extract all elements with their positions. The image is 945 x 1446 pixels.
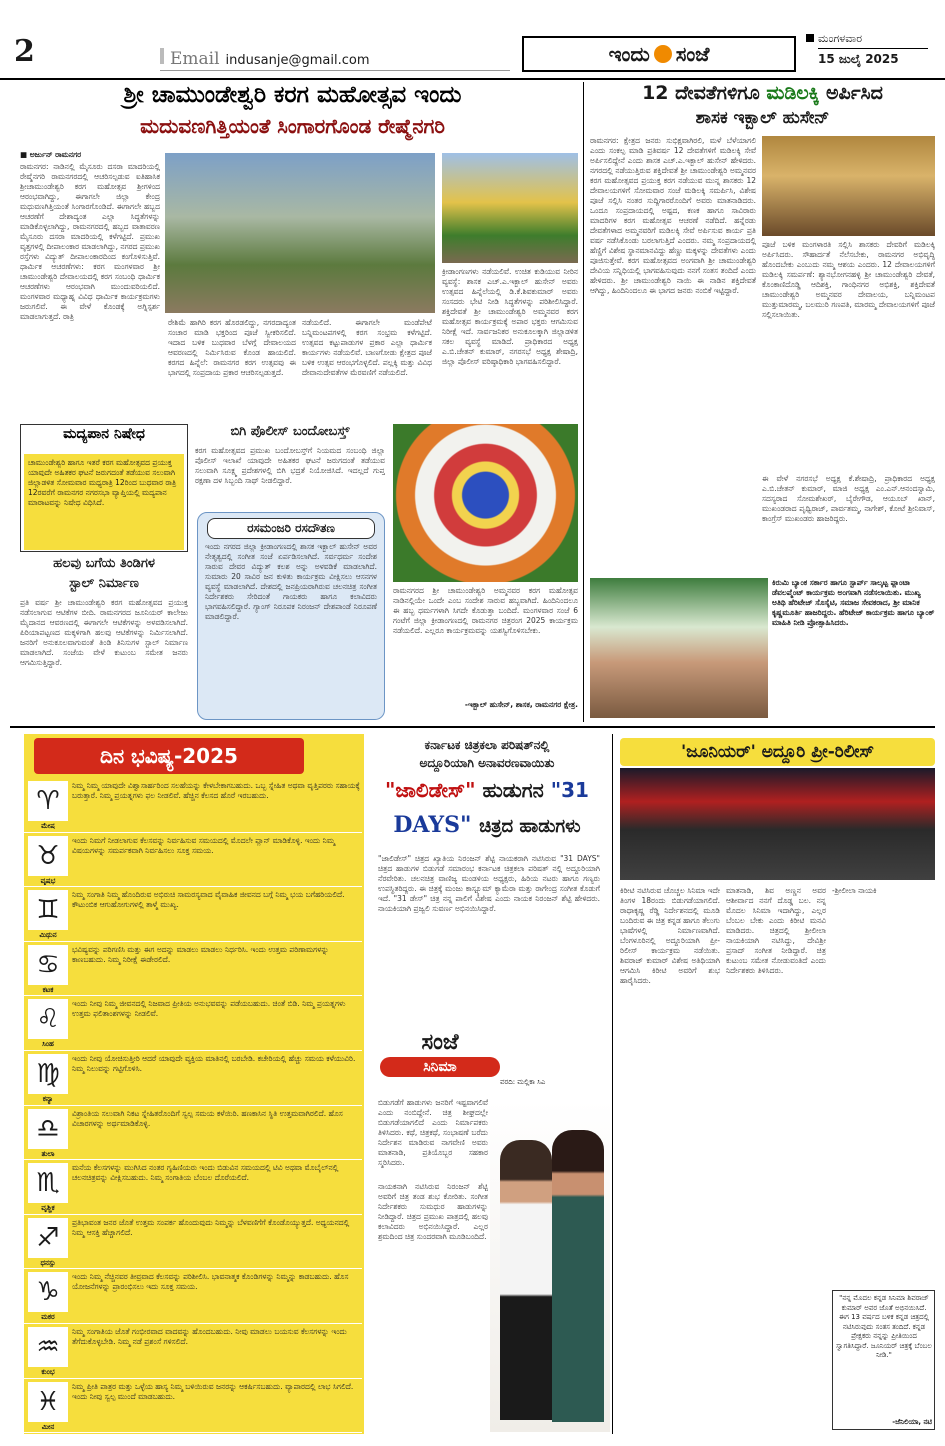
horoscope-row [0,1269,362,1324]
film-headline-31: "31 [550,778,589,802]
newspaper-logo [522,36,796,72]
film-headline-1 [372,778,602,802]
logo-left: ಇಂದು [608,42,650,66]
horoscope-text: ಭವಿಷ್ಯವನ್ನು ಪರಿಗಣಿಸಿ ಮತ್ತು ಈಗ ಅದನ್ನು ಮಾಡಲು ಮಾಡಲು ನಿರ್ಧರಿಸಿ. ಇಂದು ಉತ್ತಮ ಪರಿಣಾಮಗಳನ್ನು ಕಾಣಬಹುದು. ನಿಮ್ಮ ನಿರೀಕ್ಷೆ ಈಡೇರಲಿದೆ. [72,944,329,964]
horoscope-title: ದಿನ ಭವಿಷ್ಯ-2025 [34,738,304,774]
horoscope-row [0,778,362,833]
column-rule-2 [612,734,613,1434]
liquor-ban-title: ಮದ್ಯಪಾನ ನಿಷೇಧ [63,426,145,442]
mla-headline-1 [590,82,935,104]
film-kicker-2: ಅದ್ದೂರಿಯಾಗಿ ಅನಾವರಣವಾಯಿತು [419,756,555,770]
horoscope-text: ನಿಮ್ಮ ಪ್ರೀತಿ ಪಾತ್ರರ ಮತ್ತು ಒಳ್ಳೆಯ ಹಾಸ್ಯ ನಿಮ್ಮ ಬಳಿಯಿರುವ ಜನರನ್ನು ಆಕರ್ಷಿಸಬಹುದು. ವ್ಯಾಪಾರದಲ್ಲಿ ಲಾಭ ಸಿಗಲಿದೆ. ಇಂದು ನೀವು ಸ್ವಲ್ಪ ಮುಂದೆ ಮಾಡಬಹುದು. [72,1381,354,1401]
horoscope-row [0,833,362,888]
zodiac-12-icon: ♓ [28,1382,68,1422]
horoscope-row [0,887,362,942]
horoscope-text: ಇಂದು ನೀವು ನಿಮ್ಮ ಜೀವನದಲ್ಲಿ ನಿಜವಾದ ಪ್ರೀತಿಯ ಅನುಭವವನ್ನು ಪಡೆಯಬಹುದು. ಚಿಂತೆ ಬಿಡಿ. ನಿಮ್ಮ ಪ್ರಯತ್ನಗಳು ಉತ್ತಮ ಫಲಿತಾಂಶಗಳನ್ನು ನೀಡಲಿವೆ. [72,999,346,1019]
junior-quote: "ನನ್ನ ಮೊದಲ ಕನ್ನಡ ಸಿನಿಮಾ ಶಿವರಾಜ್ ಕುಮಾರ್ ಅವರ ಜೊತೆ ಅಭಿನಯಿಸಿದೆ. ಈಗ 13 ವರ್ಷದ ಬಳಿಕ ಕನ್ನಡ ಚಿತ್ರದಲ್ಲಿ ನಟಿಸಿರುವುದು ಸಂತಸ ತಂದಿದೆ. ಕನ್ನಡ ಪ್ರೇಕ್ಷಕರು ನನ್ನನ್ನು ಪ್ರೀತಿಯಿಂದ ಸ್ವಾಗತಿಸಿದ್ದಾರೆ. ಜೂನಿಯರ್ ಚಿತ್ರಕ್ಕೆ ಬೆಂಬಲ ನೀಡಿ." [836,1294,932,1359]
zodiac-5-icon: ♌ [28,999,68,1039]
horoscope-text: ನಿಮ್ಮ ಸಂಗಾತಿಯ ಜೊತೆ ಗಂಭೀರವಾದ ವಾದವನ್ನು ಹೊಂದಬಹುದು. ನೀವು ಮಾಡಲು ಬಯಸುವ ಕೆಲಸಗಳನ್ನು ಇಂದು ತೆಗೆದುಕೊಳ್ಳಬೇಡಿ. ನಿಮ್ಮ ನಡೆ ಪ್ರಶಂಸೆ ಗಳಿಸಲಿದೆ. [72,1327,347,1346]
horoscope-row [0,1215,362,1270]
horoscope-row [0,1106,362,1161]
zodiac-8-icon: ♏ [28,1163,68,1203]
junior-stage-photo [620,768,935,880]
mla-headline-part-a: 12 ದೇವತೆಗಳಿಗೂ [642,82,760,104]
film-headline-jolly: "ಜಾಲಿಡೇಸ್" [385,778,476,802]
mla-headline-2: ಶಾಸಕ ಇಕ್ಬಾಲ್ ಹುಸೇನ್ [695,108,830,128]
logo-right: ಸಂಜೆ [675,42,710,66]
snacks-body: ಪ್ರತಿ ವರ್ಷ ಶ್ರೀ ಚಾಮುಂಡೇಶ್ವರಿ ಕರಗ ಮಹೋತ್ಸವದ ಪ್ರಯುಕ್ತ ನಡೆಸಲಾಗುವ ಆಟಿಕೆಗಳ ಬೀದಿ. ರಾಮನಗರದ ಜೂನಿಯರ್ ಕಾಲೇಜು ಮೈದಾನದ ಆವರಣದಲ್ಲಿ ಈಗಾಗಲೇ ಆಟಿಕೆಗಳನ್ನು ಅಳವಡಿಸಲಾಗಿದೆ. ಪಿರಿಯಾಪಟ್ಟಣದ ಮಕ್ಕಳಿಗಾಗಿ ಹಲವು ಆಟಿಕೆಗಳನ್ನು ನಿರ್ಮಿಸಲಾಗಿದೆ. ಜನರಿಗೆ ಅನುಕೂಲವಾಗುವಂತೆ ತಿಂಡಿ ತಿನಿಸುಗಳ ಸ್ಟಾಲ್ ನಿರ್ಮಾಣ ಮಾಡಲಾಗಿದೆ. ಸಂಜೆಯ ವೇಳೆ ಕುಟುಂಬ ಸಮೇತ ಜನರು ಆಗಮಿಸುತ್ತಿದ್ದಾರೆ. [20,598,188,667]
zodiac-name: ವೃಷಭ [40,876,56,885]
lead-col-mid: ನಡೆಯಲಿದೆ. ಈಗಾಗಲೇ ಮಂಡೆಪೇಟೆ ಬನ್ನಿಮಂಟಪಗಳಲ್ಲಿ ಕರಗ ಸಂಭ್ರಮ ಕಳೆಗಟ್ಟಿದೆ. ಉತ್ಸವದ ಕಟ್ಟುಪಾಡುಗಳ ಪ್ರಕಾರ ಎಲ್ಲಾ ಧಾರ್ಮಿಕ ಕಾರ್ಯಗಳು ನಡೆಯಲಿವೆ. ಬಾಣಗೋಡು ಕ್ಷೇತ್ರದ ಪೂಜೆ ಬಳಿಕ ಉತ್ಸವ ಆರಂಭಗೊಳ್ಳಲಿದೆ. ಪಲ್ಲಕ್ಕಿ ಮತ್ತು ವಿವಿಧ ದೇವಾನುದೇವತೆಗಳ ಮೆರವಣಿಗೆ ನಡೆಯಲಿದೆ. [302,318,432,377]
bank-event-caption: ಕಿರುಮಿ ಬ್ಯಾಂಕ ಸರ್ಕಾರ ಹಾಗೂ ಸ್ಟಾರ್ಪ್ ಸಾಲ್ಕಟ್ಟ ಫ್ಲಾಂಟಾ ಡೆವಲಪ್ಮೆಂಟ್ ಕಾರ್ಯಕ್ರಮ ಅಂಗವಾಗಿ ನಡೆಸಲಾಯಿತು. ಮುಖ್ಯ ಅತಿಥಿ ಹೆರಿಟೇಜ್ ಸೊಸೈಟಿ, ಸಮಾಜ ಸೇವಕರಾದ, ಶ್ರೀ ಮಾನಿಕ ಕೃಷ್ಣಮೂರ್ತಿ ಹಾಜರಿದ್ದರು. ಹೆರಿಟೇಜ್ ಕಾರ್ಯಕ್ರಮ ಹಾಗೂ ಬ್ಯಾಂಕ್ ಮಾಹಿತಿ ನೀಡಿ ಪ್ರೋತ್ಸಾಹಿಸಿದರು. [772,578,935,627]
horoscope-text: ಇಂದು ನೀವು ಯೋಚಿಸುತ್ತೀರಿ ಆದರೆ ಯಾವುದೇ ವ್ಯಕ್ತಿಯ ಮಾತಿನಲ್ಲಿ ಬರಬೇಡಿ. ಕಚೇರಿಯಲ್ಲಿ ಹೆಚ್ಚು ಸಮಯ ಕಳೆಯುವಿರಿ. ನಿಮ್ಮ ನಿಲುವನ್ನು ಗಟ್ಟಿಗೊಳಿಸಿ. [72,1054,356,1073]
mla-body: ರಾಮನಗರ: ಕ್ಷೇತ್ರದ ಜನರು ಸುಭಿಕ್ಷವಾಗಿರಲಿ, ಮಳೆ ಬೆಳೆಯಾಗಲಿ ಎಂದು ಸಂಕಲ್ಪ ಮಾಡಿ ಪ್ರತಿವರ್ಷ 12 ದೇವತೆಗಳಿಗೆ ಮಡಿಲಕ್ಕಿ ಸೇವೆ ಅರ್ಪಿಸಲಿದ್ದೇನೆ ಎಂದು ಶಾಸಕ ಎಚ್.ಎ.ಇಕ್ಬಾಲ್ ಹುಸೇನ್ ಹೇಳಿದರು. ನಗರದಲ್ಲಿ ನಡೆಯುತ್ತಿರುವ ಶಕ್ತಿದೇವತೆ ಶ್ರೀ ಚಾಮುಂಡೇಶ್ವರಿ ಅಮ್ಮನವರ ಕರಗ ಮಹೋತ್ಸವದ ಪ್ರಯುಕ್ತ ಕರಗ ನಡೆಯುವ ಮುನ್ನ ಶಾಸಕರು 12 ದೇವಾಲಯಗಳಿಗೆ ಸೋಮವಾರ ಸಂಜೆ ಮಡಿಲಕ್ಕಿ ಸಮರ್ಪಿಸಿ, ವಿಶೇಷ ಪೂಜೆ ಸಲ್ಲಿಸಿ ನಂತರ ಸುದ್ದಿಗಾರರೊಂದಿಗೆ ಅವರು ಮಾತನಾಡಿದರು. ಒಂದೂ ಸಂಪ್ರದಾಯದಲ್ಲಿ ಅಷ್ಟದ, ಕಣಕ ಹಾಗೂ ಸಾವಿರಾರು ಮಾದರಿಗಳ ಕರಗ ಮಹೋತ್ಸವ ಆಚರಣೆ ನಡೆದಿದೆ. ಹನ್ನೆರಡು ದೇವತೆಗಳಾದ ಅಮ್ಮನವರಿಗೆ ಮಡಿಲಕ್ಕಿ ಸೇವೆ ಅರ್ಪಿಸುವ ಕಾರ್ಯ ಪ್ರತಿ ವರ್ಷ ನಡೆಸಿಕೊಂಡು ಬರಲಾಗುತ್ತಿದೆ ಎಂದರು. ನಮ್ಮ ಸಂಪ್ರದಾಯದಲ್ಲಿ ಹೆಣ್ಣಿಗೆ ವಿಶೇಷ ಸ್ಥಾನಮಾನವಿದ್ದು ಹೆಣ್ಣು ಮಕ್ಕಳನ್ನು ದೇವತೆಗಳು ಎಂದು ಪೂಜಿಸುತ್ತೇವೆ. ಕರಗ ಮಹೋತ್ಸವದ ಅಂಗವಾಗಿ ಶ್ರೀ ಚಾಮುಂಡೇಶ್ವರಿ ದೇವಿಯ ಸನ್ನಿಧಿಯಲ್ಲಿ ಭಾಗವಹಿಸುವುದು ನನಗೆ ಸಂತಸ ತಂದಿದೆ ಎಂದು ಹೇಳಿದರು. ಶ್ರೀ ಚಾಮುಂಡೇಶ್ವರಿ ನಾಯಿ ಈ ನಾಡಿನ ಶಕ್ತಿದೇವತೆ ಆಗಿದ್ದು, ಹಿಂದಿನಿಂದಲೂ ಈ ಭಾಗದ ಜನರು ನಂಬಿಕೆ ಇಟ್ಟಿದ್ದಾರೆ. [590,136,756,295]
horoscope-row [0,1051,362,1106]
film-headline-days: DAYS" [393,812,472,838]
junior-col2: ಮಾತನಾಡಿ, ಶಿವ ಅಣ್ಣನ ಅವರ ಆಶೀರ್ವಾದ ನನಗೆ ದೊಡ್ಡ ಬಲ. ನನ್ನ ಮೊದಲ ಸಿನಿಮಾ ಇದಾಗಿದ್ದು, ಎಲ್ಲರ ಬೆಂಬಲ ಬೇಕು ಎಂದು ಕಿರೀಟಿ ಮನವಿ ಮಾಡಿದರು. ಚಿತ್ರದಲ್ಲಿ ಶ್ರೀಲೀಲಾ ನಾಯಕಿಯಾಗಿ ನಟಿಸಿದ್ದು, ದೇವಿಶ್ರೀ ಪ್ರಸಾದ್ ಸಂಗೀತ ನೀಡಿದ್ದಾರೆ. ಚಿತ್ರ ಕುಟುಂಬ ಸಮೇತ ನೋಡುವಂತಿದೆ ಎಂದು ನಿರ್ದೇಶಕರು ತಿಳಿಸಿದರು. [726,886,826,975]
zodiac-9-icon: ♐ [28,1218,68,1258]
lead-subheadline: ಮದುವಣಗಿತ್ತಿಯಂತೆ ಸಿಂಗಾರಗೊಂಡ ರೇಷ್ಮೆನಗರಿ [140,114,445,138]
masthead-bottom-rule [0,78,945,80]
date-marker [806,34,814,42]
zodiac-name: ಕುಂಭ [41,1368,55,1376]
zodiac-11-icon: ♒ [28,1327,68,1367]
mla-quote-sign: -ಇಕ್ಬಾಲ್ ಹುಸೇನ್, ಶಾಸಕ, ರಾಮನಗರ ಕ್ಷೇತ್ರ. [464,700,578,709]
mla-body-bottom: ಈ ವೇಳೆ ನಗರಸಭೆ ಅಧ್ಯಕ್ಷ ಕೆ.ಶೇಷಾದ್ರಿ, ಪ್ರಾಧಿಕಾರದ ಅಧ್ಯಕ್ಷ ಎ.ಬಿ.ಚೇತನ್ ಕುಮಾರ್, ಮಾಜಿ ಅಧ್ಯಕ್ಷ ಎಂ.ಎನ್.ಆನಂದಸ್ವಾಮಿ, ಸದಸ್ಯರಾದ ಸೋಮಶೇಖರ್, ಬೈರೇಗೌಡ, ಆಯೂಬ್ ಖಾನ್, ಮುಖಂಡರಾದ ಪೃಥ್ವಿರಾಜ್, ಪಾರ್ವತಮ್ಮ, ನಾಗೇಶ್, ಕೋಟೆ ಶ್ರೀನಿವಾಸ್, ಕಾಂಗ್ರೆಸ್ ಮುಖಂಡರು ಹಾಜರಿದ್ದರು. [762,474,935,523]
horoscope-text: ನಿಮ್ಮ ಸಂಗಾತಿ ನಿಮ್ಮ ಹೊಂದಿರುವ ಅಭಿರುಚಿ ಸಾಮರಸ್ಯವಾದ ವೈವಾಹಿಕ ಜೀವನದ ಬಗ್ಗೆ ನಿಮ್ಮ ಭಯ ಬಗೆಹರಿಯಲಿದೆ. ಕೌಟುಂಬಿಕ ಆಗುಹೋಗುಗಳಲ್ಲಿ ತಾಳ್ಮೆ ಮುಖ್ಯ. [72,890,345,910]
lead-body: ರಾಮನಗರ: ನಾಡಿನಲ್ಲಿ ಮೈಸೂರು ದಸರಾ ಮಾದರಿಯಲ್ಲಿ ರೇಷ್ಮೆನಗರಿ ರಾಮನಗರದಲ್ಲಿ ಆಚರಿಸಲ್ಪಡುವ ಐತಿಹಾಸಿಕ ಶ್ರೀಚಾಮುಂಡೇಶ್ವರಿ ಕರಗ ಮಹೋತ್ಸವ ಶ್ರೀಗಳಿಂದ ಆರಂಭವಾಗಿದ್ದು, ಈಗಾಗಲೇ ಜಿಲ್ಲಾ ಕೇಂದ್ರ ಮಧುವಣಗಿತ್ತಿಯಂತೆ ಸಿಂಗಾರಗೊಂಡಿದೆ. ಈಗಾಗಲೇ ಹಬ್ಬದ ಆಚರಣೆಗೆ ದೇಶಾದ್ಯಂತ ಎಲ್ಲಾ ಸಿದ್ಧತೆಗಳನ್ನು ಮಾಡಿಕೊಳ್ಳಲಾಗಿದ್ದು, ರಾಮನಗರದಲ್ಲಿ ಹಬ್ಬದ ವಾತಾವರಣ ಮೈಸೂರು ದಸರಾ ಮಾದರಿಯಲ್ಲಿ ಕಳೆಗಟ್ಟಿದೆ. ಪ್ರಮುಖ ವೃತ್ತಗಳಲ್ಲಿ ದೀಪಾಲಂಕಾರ ಮಾಡಲಾಗಿದ್ದು, ನಗರದ ಪ್ರಮುಖ ರಸ್ತೆಗಳು ವಿದ್ಯುತ್ ದೀಪಾಲಂಕಾರದಿಂದ ಕಂಗೊಳಿಸುತ್ತಿವೆ. ಧಾರ್ಮಿಕ ಆಚರಣೆಗಳು: ಕರಗ ಮಂಗಳವಾರ ಶ್ರೀ ಚಾಮುಂಡೇಶ್ವರಿ ದೇವಾಲಯದಲ್ಲಿ ಕರಗ ಸಂಬಂಧಿ ಧಾರ್ಮಿಕ ಆಚರಣೆಗಳು ಆರಂಭವಾಗಿ ಮುಂದುವರಿಯಲಿದೆ. ಮಂಗಳವಾರ ಮಧ್ಯಾಹ್ನ ವಿವಿಧ ಧಾರ್ಮಿಕ ಕಾರ್ಯಕ್ರಮಗಳು ಜರುಗಲಿವೆ. ಈ ವೇಳೆ ಕೊಂಡಕ್ಕೆ ಅಗ್ನಿಸ್ಪರ್ಶ ಮಾಡಲಾಗುತ್ತದೆ. ರಾತ್ರಿ [20,162,160,321]
horoscope-row [0,996,362,1051]
bank-event-photo [590,578,768,718]
masthead-rule [160,70,510,71]
zodiac-7-icon: ♎ [28,1109,68,1149]
junior-headline: 'ಜೂನಿಯರ್' ಅದ್ದೂರಿ ಪ್ರೀ-ರಿಲೀಸ್ [620,738,935,766]
sanje-cinema-badge [380,1030,500,1094]
police-body: ಕರಗ ಮಹೋತ್ಸವದ ಪ್ರಮುಖ ಬಂದೋಬಸ್ತ್‌ಗೆ ನಿಯಮದ ಸಂಬಂಧಿ ಜಿಲ್ಲಾ ಪೊಲೀಸ್ ಇಲಾಖೆ ಯಾವುದೇ ಅಹಿತಕರ ಘಟನೆ ಜರುಗದಂತೆ ತಡೆಯುವ ಸಲುವಾಗಿ ಸೂಕ್ಷ್ಮ ಪ್ರದೇಶಗಳಲ್ಲಿ ಬಿಗಿ ಭದ್ರತೆ ನಿಯೋಜಿಸಿದೆ. ಇದಲ್ಲದೆ ಗುಪ್ತ ರಕ್ಷಣಾ ದಳ ಸಿಬ್ಬಂದಿ ಸಾಥ್ ನೀಡಲಿದ್ದಾರೆ. [195,446,385,485]
deity-photo [393,424,578,582]
horoscope-text: ವಿಶ್ರಾಂತಿಯ ಸಲುವಾಗಿ ನಿಕಟ ಸ್ನೇಹಿತರೊಂದಿಗೆ ಸ್ವಲ್ಪ ಸಮಯ ಕಳೆಯಿರಿ. ಹಣಕಾಸಿನ ಸ್ಥಿತಿ ಉತ್ತಮವಾಗಿರಲಿದೆ. ಹೊಸ ವಿಚಾರಗಳನ್ನು ಅರ್ಥಮಾಡಿಕೊಳ್ಳಿ. [72,1108,343,1128]
zodiac-name: ಕನ್ಯಾ [42,1095,54,1103]
horoscope-text: ಇಂದು ನಿಮಗೆ ನೀಡಲಾಗುವ ಕೆಲಸವನ್ನು ನಿರ್ವಹಿಸುವ ಸಮಯದಲ್ಲಿ ಮೊದಲೇ ಪ್ಲಾನ್ ಮಾಡಿಕೊಳ್ಳಿ. ಇಂದು ನಿಮ್ಮ ವಿಷಯಗಳನ್ನು ಸಮರ್ಪಕವಾಗಿ ನಿರ್ವಹಿಸಲು ಸೂಕ್ತ ಸಮಯ. [72,835,335,855]
junior-col3 [832,886,935,1286]
horoscope-row [0,942,362,997]
sanje-word: ಸಂಜೆ [421,1030,459,1055]
rasamanjari-title: ರಸಮಂಜರಿ ರಸದೌತಣ [207,518,375,539]
zodiac-name: ಧನಸ್ಸು [40,1258,56,1267]
decorated-gate-photo [442,153,578,263]
film-headline-huduga: ಹುಡುಗನ [482,778,544,802]
film-headline-2 [372,812,602,838]
fairground-photo [165,153,435,313]
issue-day: ಮಂಗಳವಾರ [818,32,863,45]
junior-signoff: -ಶ್ರೀಲೀಲಾ ನಾಯಕಿ [832,886,877,895]
zodiac-1-icon: ♈ [28,781,68,821]
page-number: 2 [14,34,35,69]
junior-col1: ಕಿರೀಟಿ ನಟಿಸಿರುವ ಚೊಚ್ಚಲ ಸಿನಿಮಾ ಇದೇ ತಿಂಗಳ 18ರಂದು ಬಿಡುಗಡೆಯಾಗಲಿದೆ. ರಾಧಾಕೃಷ್ಣ ರೆಡ್ಡಿ ನಿರ್ದೇಶನದಲ್ಲಿ ಮೂಡಿ ಬಂದಿರುವ ಈ ಚಿತ್ರ ಕನ್ನಡ ಹಾಗೂ ತೆಲುಗು ಭಾಷೆಗಳಲ್ಲಿ ನಿರ್ಮಾಣವಾಗಿದೆ. ಬೆಂಗಳೂರಿನಲ್ಲಿ ಅದ್ದೂರಿಯಾಗಿ ಪ್ರೀ-ರಿಲೀಸ್ ಕಾರ್ಯಕ್ರಮ ನಡೆಯಿತು. ಶಿವರಾಜ್ ಕುಮಾರ್ ವಿಶೇಷ ಅತಿಥಿಯಾಗಿ ಆಗಮಿಸಿ ಕಿರೀಟಿ ಅವರಿಗೆ ಶುಭ ಹಾರೈಸಿದರು. [620,886,720,985]
zodiac-3-icon: ♊ [28,890,68,930]
zodiac-6-icon: ♍ [28,1054,68,1094]
horoscope-row [0,1160,362,1215]
film-kicker-1: ಕರ್ನಾಟಕ ಚಿತ್ರಕಲಾ ಪರಿಷತ್‌ನಲ್ಲಿ [424,738,550,752]
actress-figure [552,1130,604,1422]
zodiac-name: ಕಟಕ [42,985,54,994]
zodiac-10-icon: ♑ [28,1272,68,1312]
junior-quote-sign: -ಜೆನಿಲಿಯಾ, ನಟಿ [892,1418,932,1426]
film-headline-songs: ಚಿತ್ರದ ಹಾಡುಗಳು [479,816,581,837]
zodiac-name: ಸಿಂಹ [42,1040,54,1049]
lead-headline: ಶ್ರೀ ಚಾಮುಂಡೇಶ್ವರಿ ಕರಗ ಮಹೋತ್ಸವ ಇಂದು [123,82,462,108]
zodiac-name: ವೃಶ್ಚಿಕ [41,1204,55,1213]
mla-headline-part-b: ಮಡಿಲಕ್ಕಿ [766,82,820,104]
cinema-word: ಸಿನಿಮಾ [380,1057,500,1077]
police-title: ಬಿಗಿ ಪೊಲೀಸ್ ಬಂದೋಬಸ್ತ್ [230,424,350,439]
film-couple-photo [490,1100,610,1432]
lead-col-left: ರೇಶಿಮೆ ಹಾಗಿರಿ ಕರಗ ಹೊರಡಲಿದ್ದು, ನಗರದಾದ್ಯಂತ ಸಂಚಾರ ಮಾಡಿ ಭಕ್ತರಿಂದ ಪೂಜೆ ಸ್ವೀಕರಿಸಲಿದೆ. ಇದಾದ ಬಳಿಕ ಬುಧವಾರ ಬೆಳಗ್ಗೆ ದೇವಾಲಯದ ಆವರಣದಲ್ಲಿ ನಿರ್ಮಿಸಿರುವ ಕೊಂಡ ಹಾಯಲಿದೆ. ಕರಗದ ಹಿನ್ನೆಲೆ: ರಾಮನಗರ ಕರಗ ಉತ್ಸವವು ಈ ಭಾಗದಲ್ಲಿ ಸಂಪ್ರದಾಯ ಪ್ರಕಾರ ಆಚರಿಸಲ್ಪಡುತ್ತದೆ. [168,318,296,377]
zodiac-name: ತುಲಾ [41,1149,55,1158]
column-rule [583,82,584,722]
snacks-title-2: ಸ್ಟಾಲ್ ನಿರ್ಮಾಣ [69,576,139,591]
horoscope-text: ಮನೆಯ ಕೆಲಸಗಳನ್ನು ಮುಗಿಸಿದ ನಂತರ ಗೃಹಿಣಿಯರು ಇಂದು ಬಿಡುವಿನ ಸಮಯದಲ್ಲಿ ಟಿವಿ ಅಥವಾ ಮೊಬೈಲ್‌ನಲ್ಲಿ ಚಲನಚಿತ್ರವನ್ನು ವೀಕ್ಷಿಸಬಹುದು. ನಿಮ್ಮ ಸಂಗಾತಿಯ ಬೆಂಬಲ ದೊರೆಯಲಿದೆ. [72,1163,339,1183]
zodiac-name: ಮೀನ [41,1422,55,1431]
sun-icon [654,45,672,63]
mla-headline-part-c: ಅರ್ಪಿಸಿದ [826,82,883,104]
film-col3: ನಾಯಕನಾಗಿ ನಟಿಸಿರುವ ನಿರಂಜನ್ ಶೆಟ್ಟಿ ಅವರಿಗೆ ಚಿತ್ರ ತಂಡ ಶುಭ ಕೋರಿತು. ಸಂಗೀತ ನಿರ್ದೇಶಕರು ಸುಮಧುರ ಹಾಡುಗಳನ್ನು ನೀಡಿದ್ದಾರೆ. ಚಿತ್ರದ ಪ್ರಮುಖ ಪಾತ್ರದಲ್ಲಿ ಹಲವು ಕಲಾವಿದರು ಅಭಿನಯಿಸಿದ್ದಾರೆ. ಎಲ್ಲರ ಶ್ರಮದಿಂದ ಚಿತ್ರ ಸುಂದರವಾಗಿ ಮೂಡಿಬಂದಿದೆ. [378,1182,488,1241]
email-block [160,48,369,69]
film-body-2: ಬಿಡುಗಡೆಗೆ ಹಾಡುಗಳು ಜನರಿಗೆ ಇಷ್ಟವಾಗಲಿವೆ ಎಂದು ನಂಬಿದ್ದೇನೆ. ಚಿತ್ರ ಶೀಘ್ರದಲ್ಲೇ ಬಿಡುಗಡೆಯಾಗಲಿದೆ ಎಂದು ನಿರ್ಮಾಪಕರು ತಿಳಿಸಿದರು. ಕಥೆ, ಚಿತ್ರಕಥೆ, ಸಂಭಾಷಣೆ ಬರೆದು ನಿರ್ದೇಶನ ಮಾಡಿರುವ ನಾಗವೇಣಿ ಅವರು ಮಾತನಾಡಿ, ಪ್ರತಿಯೊಬ್ಬರ ಸಹಕಾರ ಸ್ಮರಿಸಿದರು. [378,1098,488,1167]
divider-mark [160,48,164,64]
film-body: "ಜಾಲಿಡೇಸ್" ಚಿತ್ರದ ಖ್ಯಾತಿಯ ನಿರಂಜನ್ ಶೆಟ್ಟಿ ನಾಯಕರಾಗಿ ನಟಿಸಿರುವ "31 DAYS" ಚಿತ್ರದ ಹಾಡುಗಳ ಬಿಡುಗಡೆ ಸಮಾರಂಭ ಕರ್ನಾಟಕ ಚಿತ್ರಕಲಾ ಪರಿಷತ್ ನಲ್ಲಿ ಅದ್ದೂರಿಯಾಗಿ ನೆರವೇರಿತು. ಚಲನಚಿತ್ರ ವಾಣಿಜ್ಯ ಮಂಡಳಿಯ ಅಧ್ಯಕ್ಷರು, ಹಿರಿಯ ನಟರು ಹಾಗೂ ಗಣ್ಯರು ಉಪಸ್ಥಿತರಿದ್ದರು. ಈ ಚಿತ್ರಕ್ಕೆ ಮಂಜು ಕಾಸ್ಟ್ಯೂಮ್ ಕ್ಯಾಮೆರಾ ಮತ್ತು ರಾಗೇಂದ್ರ ಸಂಗೀತ ಕೊಡುಗೆ ಇದೆ. "31 ಡೇಸ್" ಚಿತ್ರ ನನ್ನ ಪಾಲಿಗೆ ವಿಶೇಷ ಎಂದು ನಾಯಕ ನಿರಂಜನ್ ಶೆಟ್ಟಿ ಹೇಳಿದರು. ನಾಯಕಿಯಾಗಿ ಪ್ರಜ್ವಲಿ ಸುವರ್ಣ ಅಭಿನಯಿಸಿದ್ದಾರೆ. [378,854,600,913]
zodiac-name: ಮೇಷ [41,822,55,830]
horoscope-text: ನಿಮ್ಮ ನಿಮ್ಮ ಯಾವುದೇ ವಿಶ್ವಾಸಾರ್ಹರಿಂದ ಸಲಹೆಯನ್ನು ಕೇಳಬೇಕಾಗಬಹುದು. ಒಬ್ಬ ಸ್ನೇಹಿತ ಅಥವಾ ವೃತ್ತಿಪರರು ಸಹಾಯಕ್ಕೆ ಬರುತ್ತಾರೆ. ನಿಮ್ಮ ಪ್ರಯತ್ನಗಳು ಫಲ ನೀಡಲಿವೆ. ಹೆಚ್ಚಿನ ಕೆಲಸದ ಹೊರೆ ಇರಬಹುದು. [72,781,360,800]
horoscope-row [0,1379,362,1434]
zodiac-name: ಮಿಥುನ [39,931,57,940]
horoscope-text: ಪ್ರತಿಭಾವಂತ ಜನರ ಜೊತೆ ಉತ್ತಮ ಸಂಪರ್ಕ ಹೊಂದುವುದು ನಿಮ್ಮನ್ನು ಬೆಳವಣಿಗೆಗೆ ಕೊಂಡೊಯ್ಯುತ್ತದೆ. ಅಧ್ಯಯನದಲ್ಲಿ ನಿಮ್ಮ ಆಸಕ್ತಿ ಹೆಚ್ಚಾಗಲಿದೆ. [72,1217,350,1237]
horoscope-list [0,778,364,1434]
email-address[interactable]: indusanje@gmail.com [225,53,370,68]
issue-date: 15 ಜುಲೈ 2025 [818,52,899,66]
lead-byline: ■ ಅರ್ಜುನ್ ರಾಮನಗರ [20,150,82,159]
date-rule [818,48,928,49]
mla-body-right: ಪೂಜೆ ಬಳಿಕ ಮಂಗಳಾರತಿ ಸಲ್ಲಿಸಿ ಶಾಸಕರು ದೇವರಿಗೆ ಮಡಿಲಕ್ಕಿ ಅರ್ಪಿಸಿದರು. ಸೌಹಾರ್ದತೆ ನೆಲೆಸಬೇಕು, ರಾಮನಗರ ಅಭಿವೃದ್ಧಿ ಹೊಂದಬೇಕು ಎಂಬುದು ನಮ್ಮ ಆಶಯ ಎಂದರು. 12 ದೇವಾಲಯಗಳಿಗೆ ಮಡಿಲಕ್ಕಿ ಸಮರ್ಪಣೆ: ಶ್ಯಾನಭೋಗನಹಳ್ಳಿ ಶ್ರೀ ಚಾಮುಂಡೇಶ್ವರಿ ದೇವತೆ, ಕೊಂಕಾಣಿದೊಡ್ಡಿ ಆದಿಶಕ್ತಿ, ಗಾಂಧಿನಗರ ಅಭಿಶಕ್ತಿ, ಶಕ್ತಿದೇವತೆ ಚಾಮುಂಡೇಶ್ವರಿ ಅಮ್ಮನವರ ದೇವಾಲಯ, ಬನ್ನಿಮಂಟಪ ಮುತ್ತುಮಾರಮ್ಮ, ಬಲಮುರಿ ಗಣಪತಿ, ಮಾರಮ್ಮ ದೇವಾಲಯಗಳಿಗೆ ಪೂಜೆ ಸಲ್ಲಿಸಲಾಯಿತು. [762,240,935,319]
liquor-ban-body: ಚಾಮುಂಡೇಶ್ವರಿ ಹಾಗೂ ಇತರೆ ಕರಗ ಮಹೋತ್ಸವದ ಪ್ರಯುಕ್ತ ಯಾವುದೇ ಅಹಿತಕರ ಘಟನೆ ಜರುಗದಂತೆ ತಡೆಯುವ ಸಲುವಾಗಿ ಜಿಲ್ಲಾಡಳಿತ ಸೋಮವಾರ ಮಧ್ಯರಾತ್ರಿ 12ರಿಂದ ಬುಧವಾರ ರಾತ್ರಿ 12ರವರೆಗೆ ರಾಮನಗರ ನಗರಸಭಾ ವ್ಯಾಪ್ತಿಯಲ್ಲಿ ಮದ್ಯಪಾನ ಮಾರಾಟವನ್ನು ನಿಷೇಧ ವಿಧಿಸಿದೆ. [24,454,184,550]
fold-rule [10,726,935,728]
email-label: Email [170,49,220,69]
horoscope-row [0,1324,362,1379]
temple-puja-photo [762,136,935,236]
horoscope-text: ಇಂದು ನಿಮ್ಮ ನೆಚ್ಚಿನವರ ತೀವ್ರವಾದ ಕೆಲಸವನ್ನು ಪರಿಶೀಲಿಸಿ. ಭಾವನಾತ್ಮಕ ಕೊಂಡಿಗಳನ್ನು ನಿಮ್ಮನ್ನು ಕಾಡಬಹುದು. ಹೊಸ ಯೋಜನೆಗಳನ್ನು ಪ್ರಾರಂಭಿಸಲು ಇದು ಸೂಕ್ತ ಸಮಯ. [72,1272,349,1292]
rasamanjari-body: ಇಂದು ನಗರದ ಜಿಲ್ಲಾ ಕ್ರೀಡಾಂಗಣದಲ್ಲಿ ಶಾಸಕ ಇಕ್ಬಾಲ್ ಹುಸೇನ್ ಅವರ ನೇತೃತ್ವದಲ್ಲಿ ಸಂಗೀತ ಸಂಜೆ ಏರ್ಪಡಿಸಲಾಗಿದೆ. ಸರ್ವಧರ್ಮ ಸಂದೇಶ ಸಾರುವ ದೇವರ ವಿದ್ಯುತ್ ಕಲಶ ಅನ್ನು ಅಳವಡಿಕೆ ಮಾಡಲಾಗಿದೆ. ಸುಮಾರು 20 ಸಾವಿರ ಜನ ಕುಳಿತು ಕಾರ್ಯಕ್ರಮ ವೀಕ್ಷಿಸಲು ಆಸನಗಳ ವ್ಯವಸ್ಥೆ ಮಾಡಲಾಗಿದೆ. ದೇಶದಲ್ಲಿ ಜನಪ್ರಿಯರಾಗಿರುವ ಚಲನಚಿತ್ರ ಸಂಗೀತ ನಿರ್ದೇಶಕರು ಸೇರಿದಂತೆ ಗಾಯಕರು ಹಾಗೂ ಕಲಾವಿದರು ಭಾಗವಹಿಸಲಿದ್ದಾರೆ. ಗ್ಯಾಂಗ್ ನಿರೂಪಕ ನಿರಂಜನ್ ದೇಶಪಾಂಡೆ ನಿರೂಪಣೆ ಮಾಡಲಿದ್ದಾರೆ. [205,542,377,621]
mla-quote: ರಾಮನಗರದ ಶ್ರೀ ಚಾಮುಂಡೇಶ್ವರಿ ಅಮ್ಮನವರ ಕರಗ ಮಹೋತ್ಸವ ನಾಡಿನಲ್ಲಿಯೇ ಒಂದೇ ಎಂಬ ಸಂದೇಶ ಸಾರುವ ಹಬ್ಬವಾಗಿದೆ. ಹಿಂದಿನಿಂದಲೂ ಈ ಹಬ್ಬ ಧರ್ಮಗಳಾಗಿ ಸಿಗದೇ ಕೊಡುತ್ತಾ ಬಂದಿದೆ. ಮಂಗಳವಾರ ಸಂಜೆ 6 ಗಂಟೆಗೆ ಜಿಲ್ಲಾ ಕ್ರೀಡಾಂಗಣದಲ್ಲಿ ರಾಮನಗರ ಚಿತ್ರರಂಗ 2025 ಕಾರ್ಯಕ್ರಮ ನಡೆಯಲಿದೆ. ಎಲ್ಲರೂ ಕಾರ್ಯಕ್ರಮವನ್ನು ಯಶಸ್ವಿಗೊಳಿಸಬೇಕು. [393,586,578,635]
lead-col-right: ಕ್ರೀಡಾಂಗಣಗಳು ನಡೆಯಲಿವೆ. ಉಚಿತ ಕುಡಿಯುವ ನೀರಿನ ವ್ಯವಸ್ಥೆ: ಶಾಸಕ ಎಚ್.ಎ.ಇಕ್ಬಾಲ್ ಹುಸೇನ್ ಅವರು ಉತ್ಸವದ ಹಿನ್ನೆಲೆಯಲ್ಲಿ ಡಿ.ಕೆ.ಶಿವಕುಮಾರ್ ಅವರು ಸಂಸದರು ಭೇಟಿ ನೀಡಿ ಸಿದ್ಧತೆಗಳನ್ನು ಪರಿಶೀಲಿಸಿದ್ದಾರೆ. ಶಕ್ತಿದೇವತೆ ಶ್ರೀ ಚಾಮುಂಡೇಶ್ವರಿ ಅಮ್ಮನವರ ಕರಗ ಮಹೋತ್ಸವ ಕಾರ್ಯಕ್ರಮಕ್ಕೆ ಅಪಾರ ಭಕ್ತರು ಆಗಮಿಸುವ ನಿರೀಕ್ಷೆ ಇದೆ. ಸಾರ್ವಜನಿಕರ ಅನುಕೂಲಕ್ಕಾಗಿ ಜಿಲ್ಲಾಡಳಿತ ಸಕಲ ವ್ಯವಸ್ಥೆ ಮಾಡಿದೆ. ಪ್ರಾಧಿಕಾರದ ಅಧ್ಯಕ್ಷ ಎ.ಬಿ.ಚೇತನ್ ಕುಮಾರ್, ನಗರಸಭೆ ಅಧ್ಯಕ್ಷ ಶೇಷಾದ್ರಿ, ಜಿಲ್ಲಾ ಪೊಲೀಸ್ ವರಿಷ್ಠಾಧಿಕಾರಿ ಭಾಗವಹಿಸಲಿದ್ದಾರೆ. [442,267,578,366]
zodiac-2-icon: ♉ [28,836,68,876]
actor-figure [500,1140,552,1420]
snacks-title-1: ಹಲವು ಬಗೆಯ ತಿಂಡಿಗಳ [53,556,155,571]
zodiac-4-icon: ♋ [28,945,68,985]
zodiac-name: ಮಕರ [41,1313,55,1322]
sanje-credit: ವರದಿ: ಮಲ್ಲಿಕಾ ಸಿಎ [500,1078,546,1086]
